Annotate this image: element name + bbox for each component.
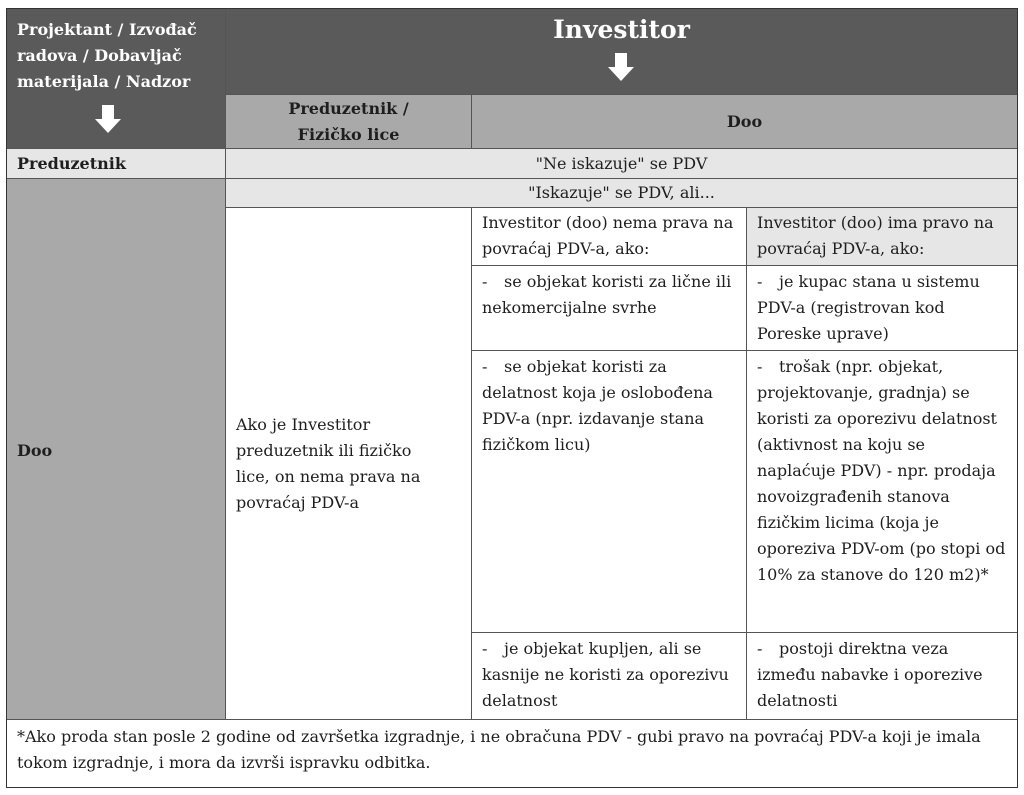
has-right-item: - postoji direktna veza između nabavke i oporezive delatnosti — [747, 633, 1017, 719]
row-label-doo: Doo — [7, 179, 226, 719]
arrow-down-icon — [95, 105, 121, 135]
no-right-item: - se objekat koristi za lične ili nekomercijalne svrhe — [472, 266, 747, 351]
header-col-doo — [472, 95, 1017, 149]
header-roles-text: Projektant / Izvođač radova / Dobavljač materijala / Nadzor — [17, 20, 197, 91]
no-right-item: - je objekat kupljen, ali se kasnije ne koristi za oporezivu delatnost — [472, 633, 747, 719]
header-investitor: Investitor — [553, 15, 690, 44]
header-col-preduzetnik-text: Preduzetnik / Fizičko lice — [288, 98, 409, 144]
no-right-header: Investitor (doo) nema prava na povraćaj PDV-a, ako: — [472, 208, 747, 266]
header-roles-cell — [7, 9, 226, 149]
has-right-item: - trošak (npr. objekat, projektovanje, gradnja) se koristi za oporezivu delatnost (aktivnost na koju se naplaćuje PDV) - npr. prodaja novoizgrađenih stanova fizičkim licima (koja je oporeziva PDV-om (po stopi od 10% za stanove do 120 m2)* — [747, 351, 1017, 633]
no-right-item: - se objekat koristi za delatnost koja je oslobođena PDV-a (npr. izdavanje stana fizičkom licu) — [472, 351, 747, 633]
row-label-preduzetnik: Preduzetnik — [7, 149, 226, 179]
row-doo-subheader: "Iskazuje" se PDV, ali... — [226, 179, 1017, 208]
has-right-header: Investitor (doo) ima pravo na povraćaj PDV-a, ako: — [747, 208, 1017, 266]
arrow-down-icon — [608, 53, 634, 83]
header-col-preduzetnik — [226, 95, 472, 149]
doo-preduzetnik-cell: Ako je Investitor preduzetnik ili fizičko lice, on nema prava na povraćaj PDV-a — [226, 208, 472, 719]
vat-table — [6, 8, 1018, 788]
has-right-item: - je kupac stana u sistemu PDV-a (registrovan kod Poreske uprave) — [747, 266, 1017, 351]
header-investitor-cell — [226, 9, 1017, 95]
footnote: *Ako proda stan posle 2 godine od završetka izgradnje, i ne obračuna PDV - gubi pravo na povraćaj PDV-a koji je imala tokom izgradnje, i mora da izvrši ispravku odbitka. — [7, 719, 1017, 787]
header-col-doo-text: Doo — [726, 111, 763, 131]
row-preduzetnik-value: "Ne iskazuje" se PDV — [226, 149, 1017, 179]
